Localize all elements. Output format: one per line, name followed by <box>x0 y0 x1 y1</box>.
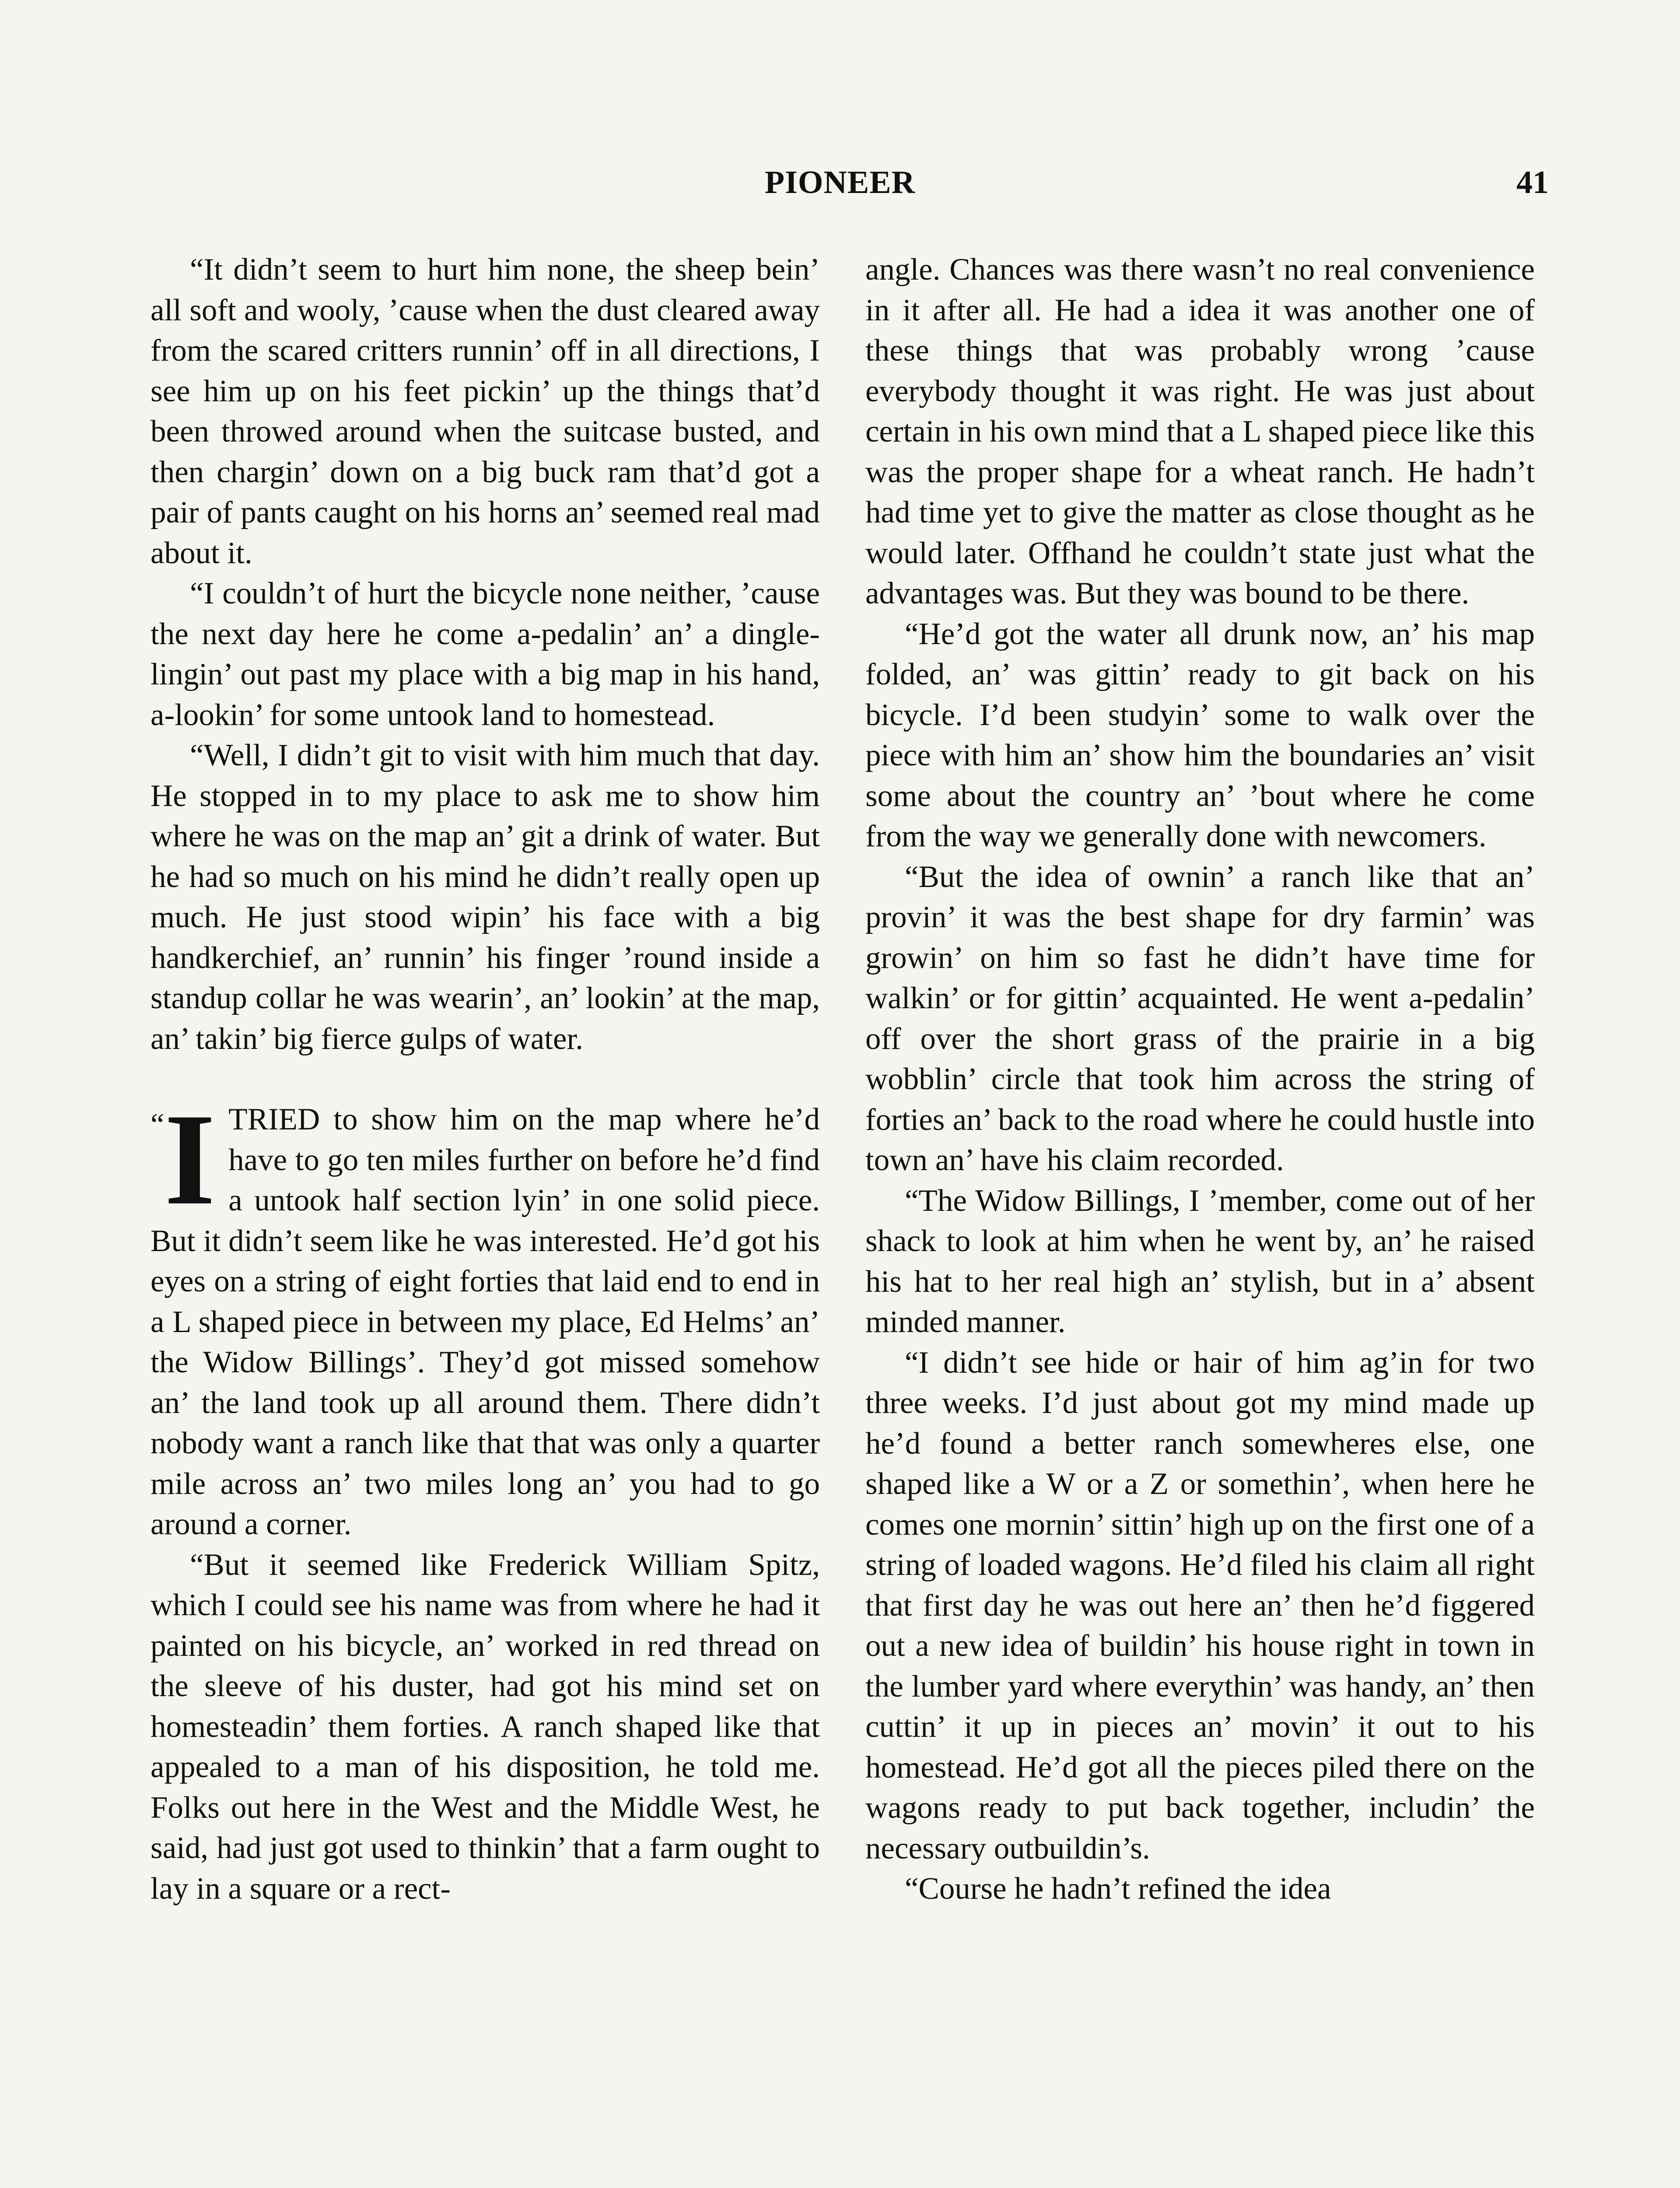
paragraph-text: TRIED to show him on the map where he’d have to go ten miles further on before he’d find a untook half section lyin’ in one solid piece. But it didn’t seem like he was interested. He’d got his eyes on a string of eight forties that laid end to end in a L shaped piece in between my place, Ed Helms’ an’ the Widow Billings’. They’d got missed somehow an’ the land took up all around them. There didn’t nobody want a ranch like that that was only a quarter mile across an’ two miles long an’ you had to go around a corner. <box>150 1102 820 1541</box>
paragraph: “But the idea of ownin’ a ranch like that an’ provin’ it was the best shape for dry farmin’ was growin’ on him so fast he didn’t have time for walkin’ or for gittin’ acquainted. He went a-pedalin’ off over the short grass of the prairie in a big wobblin’ circle that took him across the string of forties an’ back to the road where he could hustle into town an’ have his claim recorded. <box>865 859 1535 1177</box>
drop-cap <box>150 1087 216 1232</box>
page-number: 41 <box>1516 165 1549 200</box>
paragraph: “I didn’t see hide or hair of him ag’in for two three weeks. I’d just about got my mind made up he’d found a better ranch somewheres else, one shaped like a W or a Z or somethin’, when here he comes one mornin’ sittin’ high up on the first one of a string of loaded wagons. He’d filed his claim all right that first day he was out here an’ then he’d figgered out a new idea of buildin’ his house right in town in the lumber yard where everythin’ was handy, an’ then cuttin’ it up in pieces an’ movin’ it out to his homestead. He’d got all the pieces piled there on the wagons ready to put back together, includin’ the necessary outbuildin’s. <box>865 1345 1535 1865</box>
drop-cap-letter: I <box>164 1087 216 1232</box>
paragraph: “Well, I didn’t git to visit with him much that day. He stopped in to my place to ask me to show him where he was on the map an’ git a drink of water. But he had so much on his mind he didn’t really open up much. He just stood wipin’ his face with a big handkerchief, an’ runnin’ his finger ’round inside a standup collar he was wearin’, an’ lookin’ at the map, an’ takin’ big fierce gulps of water. <box>150 738 820 1056</box>
paragraph: “It didn’t seem to hurt him none, the sheep bein’ all soft and wooly, ’cause when the dust cleared away from the scared critters runnin’ off in all directions, I see him up on his feet pickin’ up the things that’d been throwed around when the suitcase busted, and then chargin’ down on a big buck ram that’d got a pair of pants caught on his horns an’ seemed real mad about it. <box>150 252 820 570</box>
running-title: PIONEER <box>764 165 916 200</box>
paragraph-continued: angle. Chances was there wasn’t no real convenience in it after all. He had a idea it was another one of these things that was probably wrong ’cause everybody thought it was right. He was just about certain in his own mind that a L shaped piece like this was the proper shape for a wheat ranch. He hadn’t had time yet to give the matter as close thought as he would later. Offhand he couldn’t state just what the advantages was. But they was bound to be there. <box>865 252 1535 610</box>
left-text-column <box>150 249 820 1909</box>
paragraph: “But it seemed like Frederick William Spitz, which I could see his name was from where he had it painted on his bicycle, an’ worked in red thread on the sleeve of his duster, had got his mind set on homesteadin’ them forties. A ranch shaped like that appealed to a man of his disposition, he told me. Folks out here in the West and the Middle West, he said, had just got used to thinkin’ that a farm ought to lay in a square or a rect- <box>150 1547 820 1906</box>
paragraph: “The Widow Billings, I ’member, come out of her shack to look at him when he went by, an’ he raised his hat to her real high an’ stylish, but in a’ absent minded manner. <box>865 1183 1535 1339</box>
paragraph: “Course he hadn’t refined the idea <box>905 1872 1331 1906</box>
paragraph: “He’d got the water all drunk now, an’ his map folded, an’ was gittin’ ready to git back on his bicycle. I’d been studyin’ some to walk over the piece with him an’ show him the boundaries an’ visit some about the country an’ ’bout where he come from the way we generally done with newcomers. <box>865 617 1535 853</box>
drop-cap-quote: “ <box>150 1108 164 1142</box>
paragraph: “I couldn’t of hurt the bicycle none neither, ’cause the next day here he come a-pedalin’ an’ a dingle-lingin’ out past my place with a big map in his hand, a-lookin’ for some untook land to homestead. <box>150 576 820 732</box>
section-start-paragraph <box>150 1087 820 1545</box>
right-text-column <box>865 249 1535 1909</box>
